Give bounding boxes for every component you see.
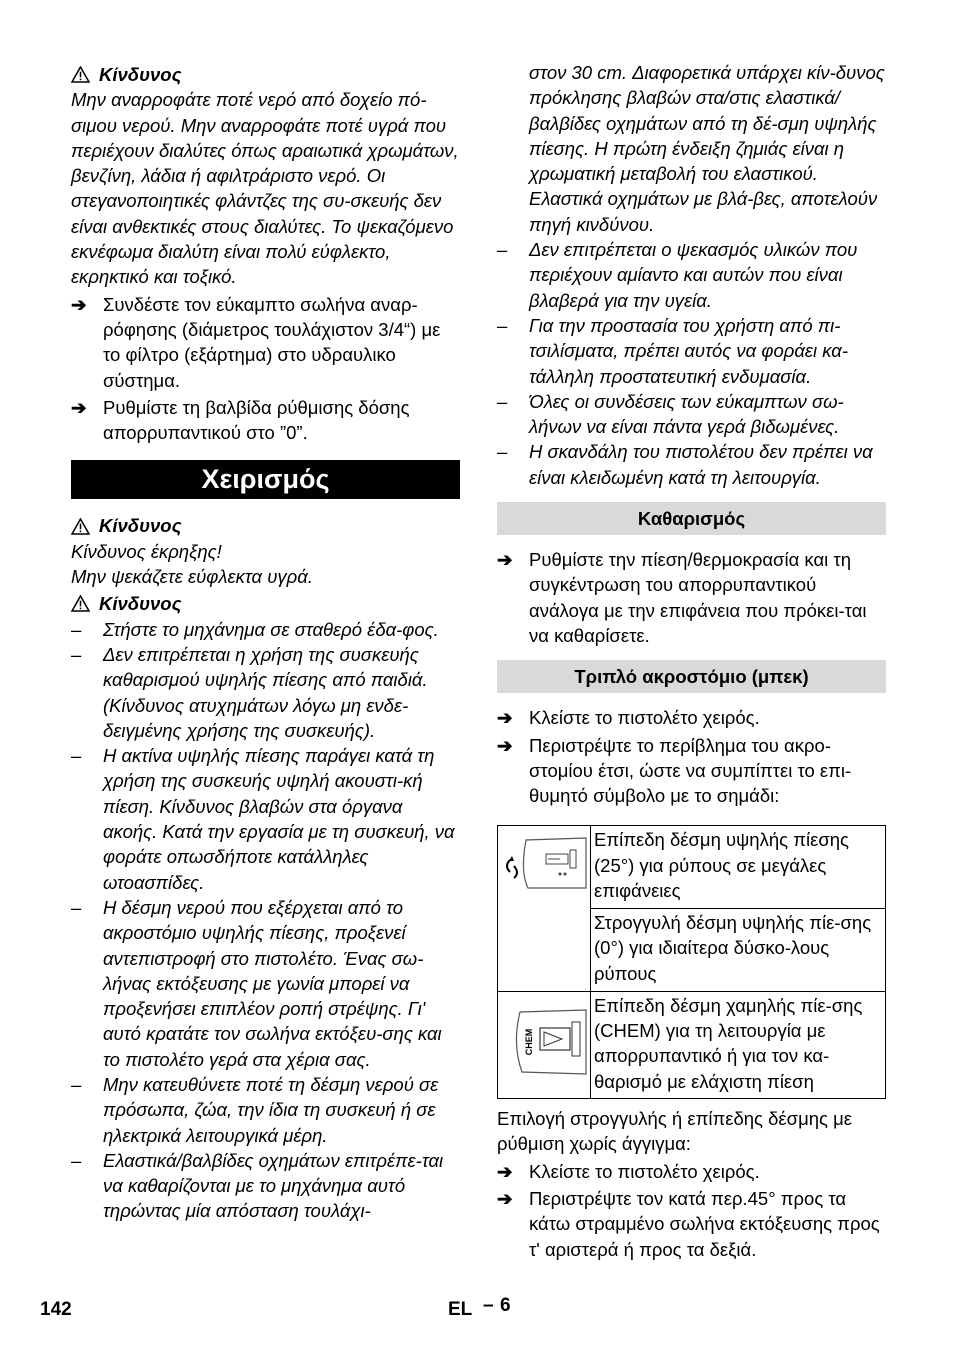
section-title: Χειρισμός [71, 460, 460, 499]
table-cell: Επίπεδη δέσμη υψηλής πίεσης (25°) για ρύπους σε μεγάλες επιφάνειες [591, 826, 886, 909]
section-page-number: 6 [500, 1295, 511, 1316]
step-item: ➔ Ρυθμίστε την πίεση/θερμοκρασία και τη συγκέντρωση του απορρυπαντικού ανάλογα με την επιφάνεια που πρόκει-ται να καθαρίσετε. [497, 547, 886, 648]
list-item: – Στήστε το μηχάνημα σε σταθερό έδα-φος. [71, 618, 439, 640]
arrow-icon: ➔ [497, 1187, 513, 1209]
arrow-icon: ➔ [71, 293, 87, 315]
list-item: – Η σκανδάλη του πιστολέτου δεν πρέπει να είναι κλειδωμένη κατά τη λειτουργία. [497, 441, 873, 488]
table-cell: Στρογγυλή δέσμη υψηλής πίε-σης (0°) για ιδιαίτερα δύσκο-λους ρύπους [591, 909, 886, 992]
language-code: EL [448, 1299, 473, 1320]
step-item: ➔ Περιστρέψτε το περίβλημα του ακρο-στομίου έτσι, ώστε να συμπίπτει το επι-θυμητό σύμβολο με το σημάδι: [497, 733, 886, 809]
list-item-continuation: στον 30 cm. Διαφορετικά υπάρχει κίν-δυνος πρόκλησης βλαβών στα/στις ελαστικά/βαλβίδες οχημάτων από τη δέ-σμη υψηλής πίεσης. Η πρώτη ένδειξη ζημιάς είναι η χρωματική μεταβολή του ελαστικού. Ελαστικά οχημάτων με βλά-βες, αποτελούν πηγή κινδύνου. [529, 62, 885, 235]
danger-line: Κίνδυνος έκρηξης! [71, 540, 222, 562]
arrow-icon: ➔ [497, 549, 513, 571]
right-column [497, 60, 886, 1262]
page-number: 142 [40, 1299, 72, 1320]
list-item: – Όλες οι συνδέσεις των εύκαμπτων σω-λήνων να είναι πάντα γερά βιδωμένες. [497, 390, 844, 438]
step-item: ➔ Συνδέστε τον εύκαμπτο σωλήνα αναρ-ρόφησης (διάμετρος τουλάχιστον 3/4“) με το φίλτρο (εξάρτημα) στο υδραυλικο σύστημα. [71, 292, 460, 393]
danger-text: Μην αναρροφάτε ποτέ νερό από δοχείο πό-σιμου νερού. Μην αναρροφάτε ποτέ υγρά που περιέχουν διαλύτες όπως αραιωτικά χρωμάτων, βενζίνη, λάδια ή αφιλτράριστο νερό. Οι στεγανοποιητικές φλάντζες της συ-σκευής δεν είναι ανθεκτικές στους διαλύτες. Το ψεκαζόμενο εκνέφωμα διαλύτη είναι πολύ εύφλεκτο, εκρηκτικό και τοξικό. [71, 89, 459, 288]
warning-triangle-icon [71, 518, 90, 535]
step-item: ➔ Κλείστε το πιστολέτο χειρός. [497, 705, 886, 730]
list-item: – Για την προστασία του χρήστη από πι-τσιλίσματα, πρέπει αυτός να φοράει κα-τάλληλη προστατευτική ενδυμασία. [497, 314, 848, 387]
nozzle-rotation-icon [498, 826, 590, 984]
danger-heading: Κίνδυνος [71, 513, 460, 538]
subsection-title: Τριπλό ακροστόμιο (μπεκ) [497, 660, 886, 693]
table-cell: Επίπεδη δέσμη χαμηλής πίε-σης (CHEM) για τη λειτουργία με απορρυπαντικό ή για τον κα-θαρισμό με ελάχιστη πίεση [591, 991, 886, 1098]
danger-heading: Κίνδυνος [71, 62, 460, 87]
table-row [498, 826, 886, 909]
warning-triangle-icon [71, 66, 90, 83]
list-item: – Μην κατευθύνετε ποτέ τη δέσμη νερού σε πρόσωπα, ζώα, την ίδια τη συσκευή ή σε ηλεκτρικά λειτουργικά μέρη. [71, 1073, 439, 1146]
list-item: – Ελαστικά/βαλβίδες οχημάτων επιτρέπε-ται να καθαρίζονται με το μηχάνημα αυτό τηρώντας μία απόσταση τουλάχι- [71, 1149, 444, 1222]
danger-heading: Κίνδυνος [71, 591, 460, 616]
paragraph: Επιλογή στρογγυλής ή επίπεδης δέσμης με ρύθμιση χωρίς άγγιγμα: [497, 1108, 852, 1155]
warning-triangle-icon [71, 595, 90, 612]
arrow-icon: ➔ [71, 396, 87, 418]
danger-line: Μην ψεκάζετε εύφλεκτα υγρά. [71, 566, 313, 588]
step-item: ➔ Περιστρέψτε τον κατά περ.45° προς τα κάτω στραμμένο σωλήνα εκτόξευσης προς τ' αριστερά ή προς τα δεξιά. [497, 1186, 886, 1262]
nozzle-table [497, 825, 886, 1099]
left-column [71, 60, 460, 1224]
chem-image-cell [498, 991, 591, 1098]
list-item: – Δεν επιτρέπεται ο ψεκασμός υλικών που περιέχουν αμίαντο και αυτών που είναι βλαβερά για την υγεία. [497, 239, 858, 311]
footer-separator: – [483, 1295, 494, 1316]
step-item: ➔ Ρυθμίστε τη βαλβίδα ρύθμισης δόσης απορρυπαντικού στο ”0”. [71, 395, 460, 446]
table-row [498, 991, 886, 1098]
step-item: ➔ Κλείστε το πιστολέτο χειρός. [497, 1159, 886, 1184]
list-item: – Δεν επιτρέπεται η χρήση της συσκευής καθαρισμού υψηλής πίεσης από παιδιά. (Κίνδυνος ατυχημάτων λόγω μη ενδε-δειγμένης χρήσης της συσκευής). [71, 643, 428, 741]
chem-label: CHEM [524, 1028, 534, 1055]
nozzle-image-cell [498, 826, 591, 991]
arrow-icon: ➔ [497, 734, 513, 756]
subsection-title: Καθαρισμός [497, 502, 886, 535]
chem-nozzle-icon [498, 992, 590, 1092]
arrow-icon: ➔ [497, 1160, 513, 1182]
list-item: – Η δέσμη νερού που εξέρχεται από το ακροστόμιο υψηλής πίεσης, προξενεί αντεπιστροφή στο πιστολέτο. Ένας σω-λήνας εκτόξευσης με γωνία μπορεί να προξενήσει επιπλέον ροπή στρέψης. Γι' αυτό κρατάτε τον σωλήνα εκτόξευ-σης και το πιστολέτο γερά στα χέρια σας. [71, 896, 442, 1070]
arrow-icon: ➔ [497, 707, 513, 729]
list-item: – Η ακτίνα υψηλής πίεσης παράγει κατά τη χρήση της συσκευής υψηλή ακουστι-κή πίεση. Κίνδυνος βλαβών στα όργανα ακοής. Κατά την εργασία με τη συσκευή, να φοράτε οπωσδήποτε κατάλληλες ωτοασπίδες. [71, 745, 455, 893]
